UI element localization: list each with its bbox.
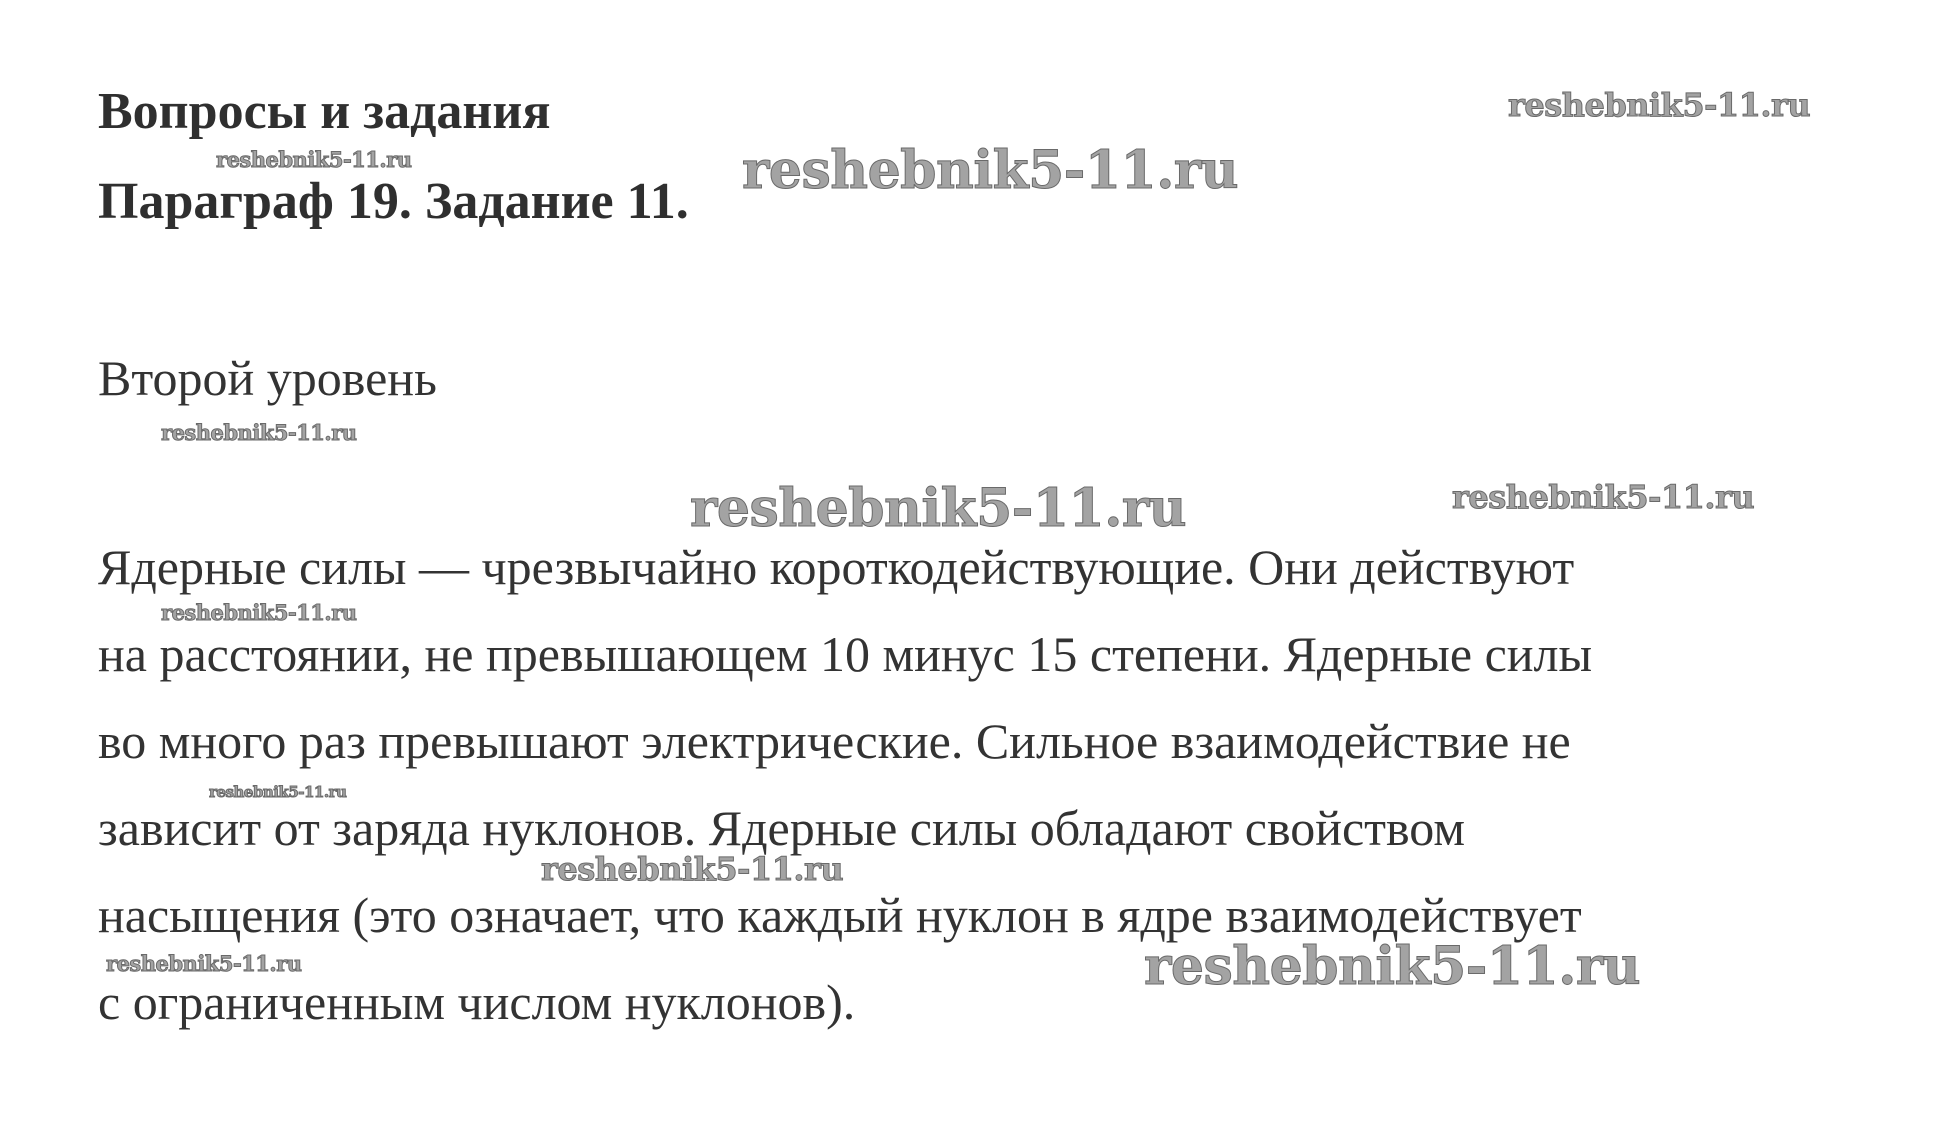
- watermark: reshebnik5-11.ru: [690, 478, 1187, 539]
- watermark: reshebnik5-11.ru: [106, 951, 302, 976]
- watermark: reshebnik5-11.ru: [742, 140, 1239, 201]
- answer-line: с ограниченным числом нуклонов).: [98, 974, 856, 1030]
- watermark: reshebnik5-11.ru: [1452, 478, 1755, 516]
- answer-line: насыщения (это означает, что каждый нуклон в ядре взаимодействует: [98, 887, 1582, 943]
- section-title: Вопросы и задания: [98, 83, 551, 140]
- task-title: Параграф 19. Задание 11.: [98, 173, 689, 230]
- watermark: reshebnik5-11.ru: [161, 420, 357, 445]
- answer-text: [98, 524, 1918, 1046]
- answer-line: во много раз превышают электрические. Сильное взаимодействие не: [98, 713, 1571, 769]
- answer-line: Ядерные силы — чрезвычайно короткодействующие. Они действуют: [98, 539, 1575, 595]
- answer-line: зависит от заряда нуклонов. Ядерные силы обладают свойством: [98, 800, 1465, 856]
- watermark: reshebnik5-11.ru: [161, 600, 357, 625]
- watermark: reshebnik5-11.ru: [216, 147, 412, 172]
- watermark: reshebnik5-11.ru: [1508, 86, 1811, 124]
- watermark: reshebnik5-11.ru: [1144, 936, 1641, 997]
- difficulty-level-label: Второй уровень: [98, 350, 437, 406]
- answer-line: на расстоянии, не превышающем 10 минус 15 степени. Ядерные силы: [98, 626, 1593, 682]
- watermark: reshebnik5-11.ru: [209, 783, 347, 801]
- watermark: reshebnik5-11.ru: [541, 850, 844, 888]
